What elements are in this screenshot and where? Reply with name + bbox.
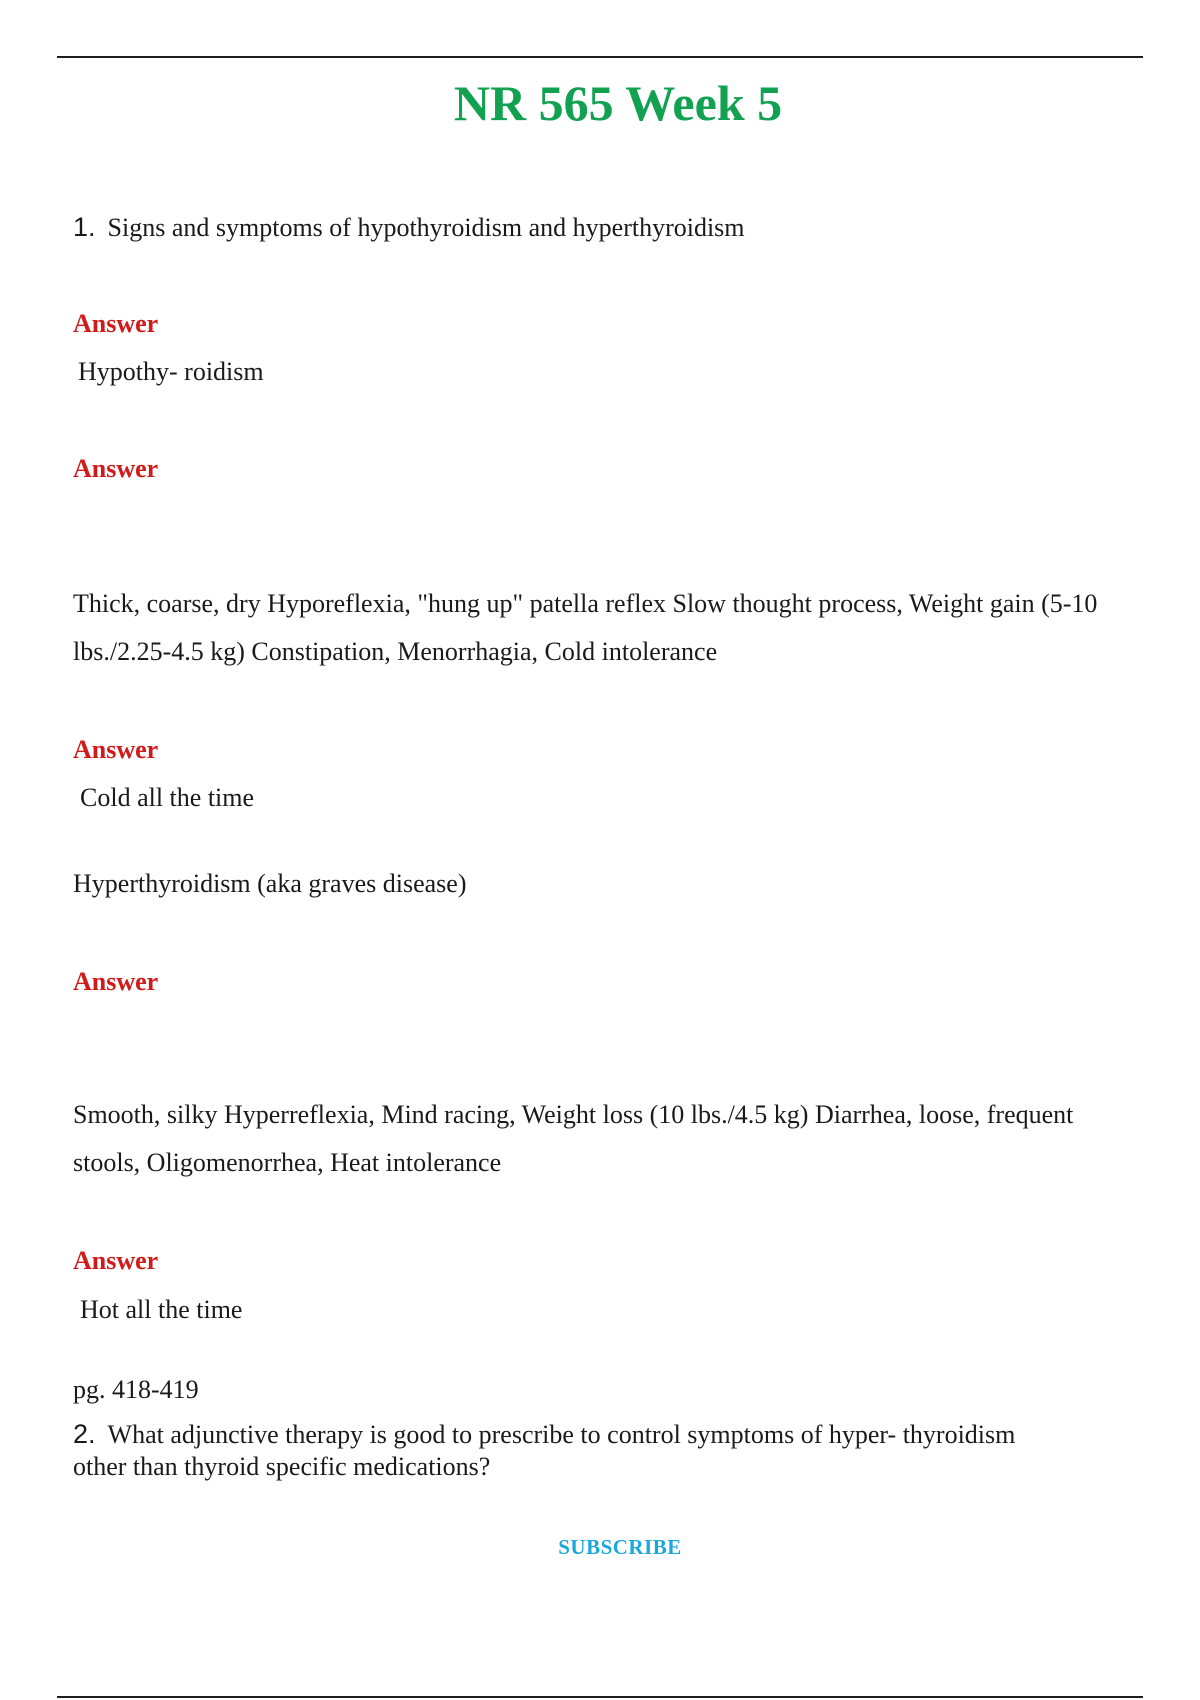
answer-label-5: Answer [73,1246,159,1275]
question-1-text: Signs and symptoms of hypothyroidism and hyperthyroidism [107,213,745,242]
answer-label-2: Answer [73,454,159,483]
question-1-number: 1. [73,212,96,242]
hypothyroidism-heading: Hypothy- roidism [78,357,264,386]
question-2-text: What adjunctive therapy is good to prescribe to control symptoms of hyper- thyroidism other than thyroid specific medications? [73,1420,1016,1481]
question-2 [73,1418,1073,1483]
question-2-number: 2. [73,1419,96,1449]
hyperthyroidism-summary: Hot all the time [80,1295,243,1324]
hypothyroidism-summary: Cold all the time [80,783,255,812]
hyperthyroidism-heading: Hyperthyroidism (aka graves disease) [73,869,467,898]
subscribe-link[interactable]: SUBSCRIBE [558,1535,682,1559]
hypothyroidism-symptoms: Thick, coarse, dry Hyporeflexia, "hung up" patella reflex Slow thought process, Weight gain (5-10 lbs./2.25-4.5 kg) Constipation, Menorrhagia, Cold intolerance [73,589,1098,666]
answer-label-3: Answer [73,735,159,764]
answer-label-4: Answer [73,967,159,996]
top-divider [57,56,1143,58]
page-reference: pg. 418-419 [73,1375,199,1404]
hyperthyroidism-symptoms: Smooth, silky Hyperreflexia, Mind racing, Weight loss (10 lbs./4.5 kg) Diarrhea, loose, frequent stools, Oligomenorrhea, Heat intolerance [73,1100,1074,1177]
bottom-divider [57,1696,1143,1698]
question-1 [73,211,745,244]
document-title: NR 565 Week 5 [453,75,783,131]
answer-label-1: Answer [73,309,159,338]
